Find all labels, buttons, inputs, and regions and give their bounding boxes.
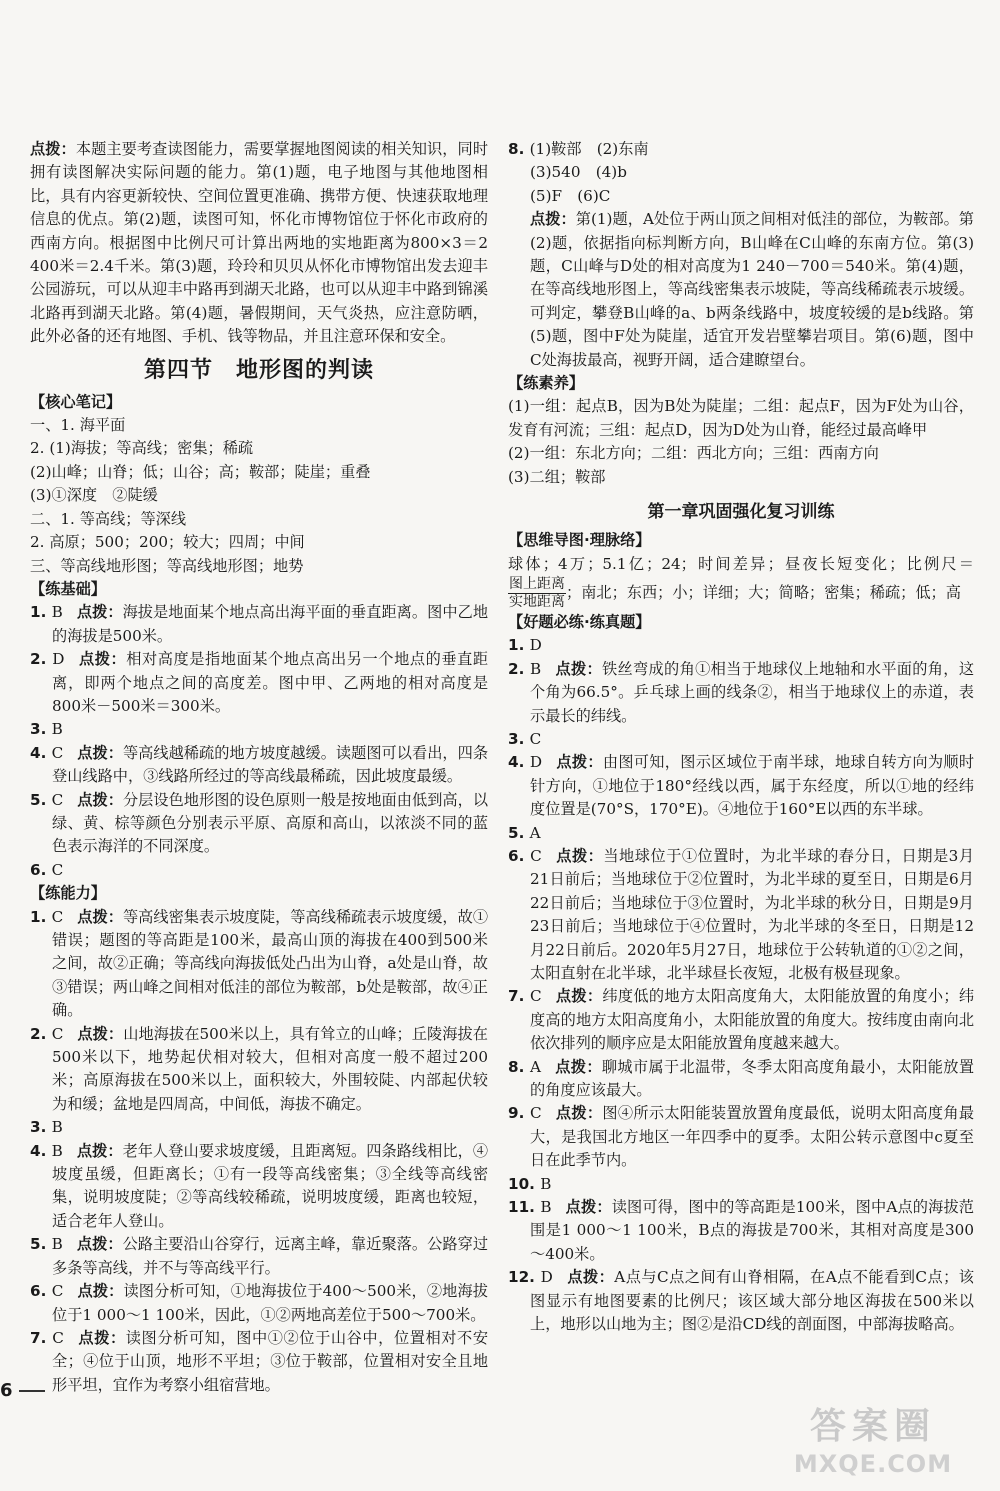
answer-item (30, 718, 488, 741)
answer-item (508, 985, 974, 1055)
explanation-keyword: 点拨： (555, 1104, 603, 1123)
answer-choice: A (529, 1057, 541, 1076)
answer-choice: B (51, 720, 63, 739)
answer-item (30, 906, 488, 1023)
q8-explanation (508, 208, 974, 372)
answer-item (30, 601, 488, 648)
explanation-keyword: 点拨： (555, 659, 602, 678)
explanation-keyword: 点拨： (76, 603, 123, 622)
page-number (0, 1380, 45, 1401)
fraction-numerator: 图上距离 (509, 575, 565, 592)
explanation-keyword: 点拨： (566, 1268, 615, 1287)
explanation-text: 当地球位于①位置时，为北半球的春分日，日期是3月21日前后；当地球位于②位置时，为北半球的夏至日，日期是6月22日前后；当地球位于③位置时，为北半球的秋分日，日期是9月23日前后；当地球位于④位置时，为北半球的冬至日，日期是12月22日前后。2020年5月27日，地球位于公转轨道的①②之间，太阳直射在北半球，北半球昼长夜短，北极有极昼现象。 (530, 846, 975, 982)
answer-item (30, 1280, 488, 1327)
intro-paragraph (30, 138, 488, 349)
answer-choice: C (51, 1282, 64, 1301)
explanation-text: 读图分析可知，图中①②位于山谷中，位置相对不安全；④位于山顶，地形不平坦；③位于鞍部，位置相对安全且地形平坦，宜作为考察小组宿营地。 (52, 1328, 489, 1394)
answer-choice: A (529, 823, 541, 842)
answer-item (30, 859, 488, 882)
explanation-text: 读图分析可知，①地海拔位于400～500米，②地海拔位于1 000～1 100米，因此，①②两地高差位于500～700米。 (52, 1282, 488, 1324)
scale-fraction (508, 576, 566, 611)
answer-choice: C (529, 987, 542, 1006)
core-notes-list (30, 414, 488, 578)
answer-number: 6. (30, 1282, 52, 1301)
answer-number: 5. (508, 823, 530, 842)
basic-heading: 【练基础】 (30, 579, 106, 598)
answer-number: 4. (30, 1141, 52, 1160)
mindmap-text-1: 球体；4万；5.1亿；24；时间差异；昼夜长短变化；比例尺＝ (508, 554, 974, 573)
explanation-keyword: 点拨： (555, 846, 604, 865)
mindmap-text-2: ；南北；东西；小；详细；大；简略；密集；稀疏；低；高 (566, 583, 961, 602)
answer-item (508, 751, 974, 821)
explanation-text: 老年人登山要求坡度缓，且距离短。四条路线相比，④坡度虽缓，但距离长；①有一段等高线密集；③全线等高线密集，说明坡度陡；②等高线较稀疏，说明坡度缓，距离也较短，适合老年人登山。 (52, 1141, 489, 1230)
q8-answer-2: (3)540 (4)b (530, 163, 627, 182)
q8-text: 第(1)题，A处位于两山顶之间相对低洼的部位，为鞍部。第(2)题，依据指向标判断方向，B山峰在C山峰的东南方位。第(3)题，C山峰与D处的相对高度为1 240－700＝540米。第(4)题，在等高线地形图上，等高线密集表示坡陡，等高线稀疏表示坡缓。可判定，攀登B山峰的a、b两条线路中，坡度较缓的是b线路。第(5)题，图中F处为陡崖，适宜开发岩壁攀岩项目。第(6)题，图中C处海拔最高，视野开阔，适合建瞭望台。 (530, 210, 974, 369)
answer-item (508, 634, 974, 657)
explanation-keyword: 点拨： (554, 1057, 602, 1076)
answer-choice: C (51, 907, 64, 926)
answer-number: 9. (508, 1104, 530, 1123)
literacy-line: (1)一组：起点B，因为B处为陡崖；二组：起点F，因为F处为山谷，发育有河流；三组：起点D，因为D处为山脊，能经过最高峰甲 (508, 397, 974, 439)
explanation-keyword: 点拨： (76, 1235, 123, 1254)
basic-list (30, 601, 488, 882)
answer-choice: B (540, 1174, 552, 1193)
answer-item (508, 1266, 974, 1336)
answer-number: 4. (30, 743, 52, 762)
explanation-text: 分层设色地形图的设色原则一般是按地面由低到高，以绿、黄、棕等颜色分别表示平原、高原和高山，以浓淡不同的蓝色表示海洋的不同深度。 (52, 790, 489, 856)
answer-number: 4. (508, 753, 530, 772)
explanation-text: 公路主要沿山谷穿行，远离主峰，靠近聚落。公路穿过多条等高线，并不与等高线平行。 (52, 1235, 489, 1277)
literacy-heading: 【练素养】 (508, 374, 584, 393)
core-note-line: 二、1. 等高线；等深线 (30, 509, 187, 528)
explanation-text: 海拔是地面某个地点高出海平面的垂直距离。图中乙地的海拔是500米。 (52, 603, 489, 645)
core-note-line: 一、1. 海平面 (30, 416, 126, 435)
answer-number: 5. (30, 1235, 52, 1254)
answer-number: 7. (508, 987, 530, 1006)
explanation-keyword: 点拨： (77, 1328, 126, 1347)
explanation-text: A点与C点之间有山脊相隔，在A点不能看到C点；该图显示有地图要素的比例尺；该区域大部分地区海拔在500米以上，地形以山地为主；图②是沿CD线的剖面图，中部海拔略高。 (530, 1268, 974, 1334)
answer-item (30, 742, 488, 789)
answer-choice: C (51, 1024, 64, 1043)
intro-text: 本题主要考查读图能力，需要掌握地图阅读的相关知识，同时拥有读图解决实际问题的能力。第(1)题，电子地图与其他地图相比，具有内容更新较快、空间位置更准确、携带方便、快速获取地理信息的优点。第(2)题，读图可知，怀化市博物馆位于怀化市政府的西南方向。根据图中比例尺可计算出两地的实地距离为800×3＝2 400米＝2.4千米。第(3)题，玲玲和贝贝从怀化市博物馆出发去迎丰公园游玩，可以从迎丰中路再到湖天北路，也可以从迎丰中路到锦溪北路再到湖天北路。第(4)题，暑假期间，天气炎热，应注意防晒，此外必备的还有地图、手机、钱等物品，并且注意环保和安全。 (30, 140, 489, 346)
mindmap-heading: 【思维导图·理脉络】 (508, 531, 651, 550)
q8-answer-3: (5)F (6)C (530, 186, 611, 205)
core-note-line: 三、等高线地形图；等高线地形图；地势 (30, 556, 304, 575)
answer-choice: D (529, 636, 542, 655)
real-heading: 【好题必练·练真题】 (508, 612, 651, 631)
intro-label: 点拨： (30, 140, 76, 158)
answer-number: 1. (508, 636, 530, 655)
explanation-text: 相对高度是指地面某个地点高出另一个地点的垂直距离，即两个地点之间的高度差。图中甲、乙两地的相对高度是800米－500米＝300米。 (52, 650, 489, 715)
section-title: 第四节 地形图的判读 (143, 357, 374, 383)
explanation-text: 铁丝弯成的角①相当于地球仪上地轴和水平面的角，这个角为66.5°。乒乓球上画的线条②，相当于地球仪上的赤道，表示最长的纬线。 (530, 659, 975, 725)
core-note-line: 2. 高原；500；200；较大；四周；中间 (30, 533, 305, 552)
question-8 (508, 138, 974, 372)
answer-number: 1. (30, 907, 52, 926)
explanation-text: 聊城市属于北温带，冬季太阳高度角最小，太阳能放置的角度应该最大。 (530, 1057, 975, 1100)
answer-number: 2. (30, 650, 53, 669)
q8-number: 8. (508, 140, 530, 158)
explanation-keyword: 点拨： (556, 753, 603, 772)
explanation-keyword: 点拨： (76, 1141, 123, 1160)
answer-choice: C (529, 729, 542, 748)
core-note-line: (2)山峰；山脊；低；山谷；高；鞍部；陡崖；重叠 (30, 462, 371, 481)
answer-number: 1. (30, 603, 52, 622)
literacy-line: (2)一组：东北方向；二组：西北方向；三组：西南方向 (508, 444, 879, 463)
literacy-line: (3)二组；鞍部 (508, 467, 606, 486)
answer-choice: B (529, 659, 542, 678)
page-number-rule (19, 1390, 45, 1392)
watermark-logo: 答案圈 (809, 1406, 936, 1447)
answer-choice: C (51, 790, 64, 809)
answer-choice: D (540, 1268, 553, 1287)
mindmap-text (508, 553, 974, 611)
q8-answer-1: (1)鞍部 (2)东南 (529, 140, 649, 158)
answer-item (30, 1116, 488, 1139)
answer-item (508, 1196, 974, 1266)
ability-heading: 【练能力】 (30, 884, 106, 903)
core-note-line: 2. (1)海拔；等高线；密集；稀疏 (30, 439, 254, 458)
answer-number: 8. (508, 1057, 530, 1076)
answer-item (508, 1173, 974, 1196)
answer-number: 6. (508, 846, 531, 865)
answer-choice: B (51, 1118, 63, 1137)
answer-number: 6. (30, 860, 52, 879)
core-note-line: (3)①深度 ②陡缓 (30, 486, 158, 505)
answer-number: 3. (30, 720, 52, 739)
core-notes-heading: 【核心笔记】 (30, 392, 122, 411)
answer-item (30, 1140, 488, 1234)
answer-number: 10. (508, 1174, 541, 1193)
page-number-text: 6 (0, 1380, 13, 1401)
explanation-text: 由图可知，图示区域位于南半球，地球自转方向为顺时针方向，①地位于180°经线以西，属于东经度，所以①地的经纬度位置是(70°S，170°E)。④地位于160°E以西的东半球。 (530, 753, 975, 819)
answer-item (30, 1023, 488, 1117)
answer-choice: C (51, 860, 64, 879)
explanation-text: 等高线密集表示坡度陡，等高线稀疏表示坡度缓，故①错误；题图的等高距是100米，最高山顶的海拔在400到500米之间，故②正确；等高线向海拔低处凸出为山脊，a处是山脊，故③错误；两山峰之间相对低洼的部位为鞍部，b处是鞍部，故④正确。 (52, 907, 489, 1020)
q8-line (508, 138, 974, 161)
explanation-text: 读图可得，图中的等高距是100米，图中A点的海拔范围是1 000～1 100米，B点的海拔是700米，其相对高度是300～400米。 (530, 1198, 974, 1263)
answer-number: 3. (30, 1118, 52, 1137)
answer-item (508, 822, 974, 845)
explanation-text: 山地海拔在500米以上，具有耸立的山峰；丘陵海拔在500米以下，地势起伏相对较大，但相对高度一般不超过200米；高原海拔在500米以上，面积较大，外围较陡、内部起伏较为和缓；盆地是四周高，中间低，海拔不确定。 (52, 1024, 488, 1113)
watermark (770, 1404, 976, 1488)
answer-choice: C (51, 743, 64, 762)
answer-item (30, 1233, 488, 1280)
answer-choice: C (529, 1104, 542, 1123)
answer-choice: D (529, 753, 543, 772)
answer-item (508, 658, 974, 728)
answer-choice: D (52, 650, 65, 669)
explanation-keyword: 点拨： (555, 987, 603, 1006)
left-column (30, 138, 488, 1397)
answer-number: 2. (508, 659, 530, 678)
fraction-denominator: 实地距离 (509, 593, 565, 610)
answer-item (508, 728, 974, 751)
answer-choice: C (52, 1328, 64, 1347)
literacy-list (508, 395, 974, 489)
explanation-keyword: 点拨： (78, 650, 127, 669)
chapter-title: 第一章巩固强化复习训练 (647, 502, 835, 523)
answer-number: 2. (30, 1024, 52, 1043)
right-column (508, 138, 974, 1337)
explanation-keyword: 点拨： (77, 1282, 124, 1301)
answer-item (508, 1102, 974, 1172)
answer-choice: B (51, 603, 63, 622)
explanation-text: 等高线越稀疏的地方坡度越缓。读题图可以看出，四条登山线路中，③线路所经过的等高线最稀疏，因此坡度最缓。 (52, 743, 489, 786)
real-list (508, 634, 974, 1336)
explanation-text: 纬度低的地方太阳高度角大，太阳能放置的角度小；纬度高的地方太阳高度角小，太阳能放置的角度大。按纬度由南向北依次排列的顺序应是太阳能放置角度越来越大。 (530, 987, 975, 1053)
answer-choice: B (51, 1235, 63, 1254)
explanation-keyword: 点拨： (77, 907, 123, 926)
answer-item (508, 845, 974, 985)
answer-number: 12. (508, 1268, 541, 1287)
answer-choice: B (540, 1198, 552, 1217)
answer-choice: C (530, 846, 542, 865)
answer-item (30, 1327, 488, 1397)
answer-number: 7. (30, 1328, 53, 1347)
explanation-keyword: 点拨： (77, 790, 123, 809)
answer-number: 3. (508, 729, 530, 748)
answer-item (30, 789, 488, 859)
answer-number: 11. (508, 1198, 541, 1217)
explanation-text: 图④所示太阳能装置放置角度最低，说明太阳高度角最大，是我国北方地区一年四季中的夏季。太阳公转示意图中c夏至日在此季节内。 (530, 1104, 975, 1170)
answer-choice: B (51, 1141, 63, 1160)
answer-item (508, 1056, 974, 1103)
ability-list (30, 906, 488, 1398)
explanation-keyword: 点拨： (77, 1024, 124, 1043)
explanation-keyword: 点拨： (77, 743, 123, 762)
answer-item (30, 648, 488, 718)
watermark-url: MXQE.COM (793, 1450, 953, 1478)
answer-number: 5. (30, 790, 52, 809)
q8-keyword: 点拨： (530, 210, 576, 229)
explanation-keyword: 点拨： (565, 1198, 612, 1217)
